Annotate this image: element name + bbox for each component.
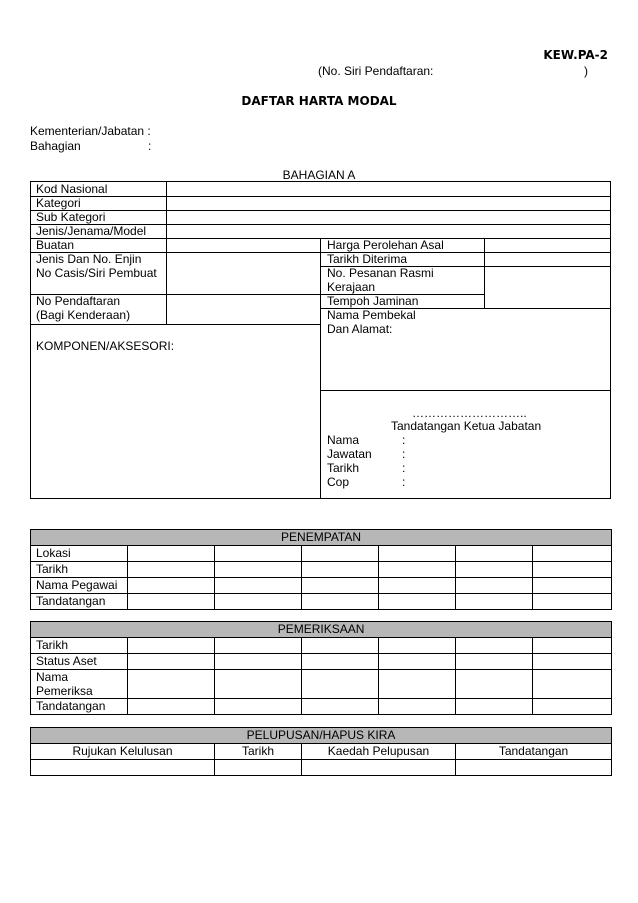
pemeriksaan-row-label: Tarikh (31, 638, 128, 654)
sig-jawatan-colon: : (402, 447, 406, 461)
tarikh-diterima-label: Tarikh Diterima (327, 252, 408, 266)
pelupusan-col-tandatangan: Tandatangan (456, 744, 612, 760)
kategori-label: Kategori (36, 196, 81, 210)
buatan-label: Buatan (36, 238, 75, 252)
bagi-kenderaan-label: (Bagi Kenderaan) (36, 308, 131, 322)
division-label (30, 139, 170, 153)
penempatan-table (30, 529, 612, 610)
table-row (31, 744, 612, 760)
no-pendaftaran-label: No Pendaftaran (36, 294, 121, 308)
sig-nama-colon: : (402, 433, 406, 447)
komponen-label: KOMPONEN/AKSESORI: (36, 339, 175, 353)
sig-tarikh-label: Tarikh (327, 461, 360, 475)
pemeriksaan-row3-line2: Pemeriksa (36, 684, 93, 698)
penempatan-row-label: Tarikh (31, 562, 128, 578)
sig-cop-colon: : (402, 475, 406, 489)
pelupusan-table (30, 727, 612, 776)
penempatan-row-label: Lokasi (31, 546, 128, 562)
pesanan-label-1: No. Pesanan Rasmi (327, 266, 434, 280)
pemeriksaan-row-label (31, 670, 128, 699)
harga-label: Harga Perolehan Asal (327, 238, 444, 252)
sub-kategori-label: Sub Kategori (36, 210, 106, 224)
signature-caption: Tandatangan Ketua Jabatan (391, 419, 542, 433)
casis-label: No Casis/Siri Pembuat (36, 266, 157, 280)
table-row (31, 594, 612, 610)
penempatan-row-label: Tandatangan (31, 594, 128, 610)
division-colon: : (148, 139, 152, 153)
pelupusan-col-rujukan: Rujukan Kelulusan (31, 744, 215, 760)
page-title: DAFTAR HARTA MODAL (241, 94, 397, 108)
table-row (31, 638, 612, 654)
pelupusan-col-tarikh: Tarikh (215, 744, 302, 760)
pemeriksaan-row-label: Tandatangan (31, 699, 128, 715)
kod-nasional-label: Kod Nasional (36, 182, 108, 196)
sig-cop-label: Cop (327, 475, 350, 489)
pembekal-label-1: Nama Pembekal (327, 308, 416, 322)
section-a-heading: BAHAGIAN A (282, 168, 356, 182)
section-a-table (30, 181, 611, 499)
sig-nama-label: Nama (327, 433, 360, 447)
pemeriksaan-row3-line1: Nama (36, 670, 69, 684)
table-row (31, 578, 612, 594)
penempatan-row-label: Nama Pegawai (31, 578, 128, 594)
table-row (31, 760, 612, 776)
table-row (31, 699, 612, 715)
penempatan-heading: PENEMPATAN (31, 530, 612, 546)
table-row (31, 670, 612, 699)
table-row (31, 562, 612, 578)
table-row (31, 546, 612, 562)
tempoh-label: Tempoh Jaminan (327, 294, 419, 308)
pelupusan-heading: PELUPUSAN/HAPUS KIRA (31, 728, 612, 744)
signature-line: ……………………….. (412, 406, 527, 420)
table-row (31, 654, 612, 670)
serial-number-text: (No. Siri Pendaftaran: (318, 64, 434, 78)
pelupusan-col-kaedah: Kaedah Pelupusan (302, 744, 456, 760)
enjin-label: Jenis Dan No. Enjin (36, 252, 142, 266)
ministry-label: Kementerian/Jabatan : (30, 124, 151, 138)
pembekal-label-2: Dan Alamat: (327, 322, 393, 336)
sig-jawatan-label: Jawatan (327, 447, 372, 461)
form-code: KEW.PA-2 (543, 48, 608, 62)
jenis-model-label: Jenis/Jenama/Model (36, 224, 147, 238)
division-text: Bahagian (30, 139, 81, 153)
pesanan-label-2: Kerajaan (327, 280, 376, 294)
serial-number-close: ) (584, 64, 588, 78)
serial-number-label (318, 64, 588, 78)
pemeriksaan-table (30, 621, 612, 715)
sig-tarikh-colon: : (402, 461, 406, 475)
pemeriksaan-heading: PEMERIKSAAN (31, 622, 612, 638)
pemeriksaan-row-label: Status Aset (31, 654, 128, 670)
